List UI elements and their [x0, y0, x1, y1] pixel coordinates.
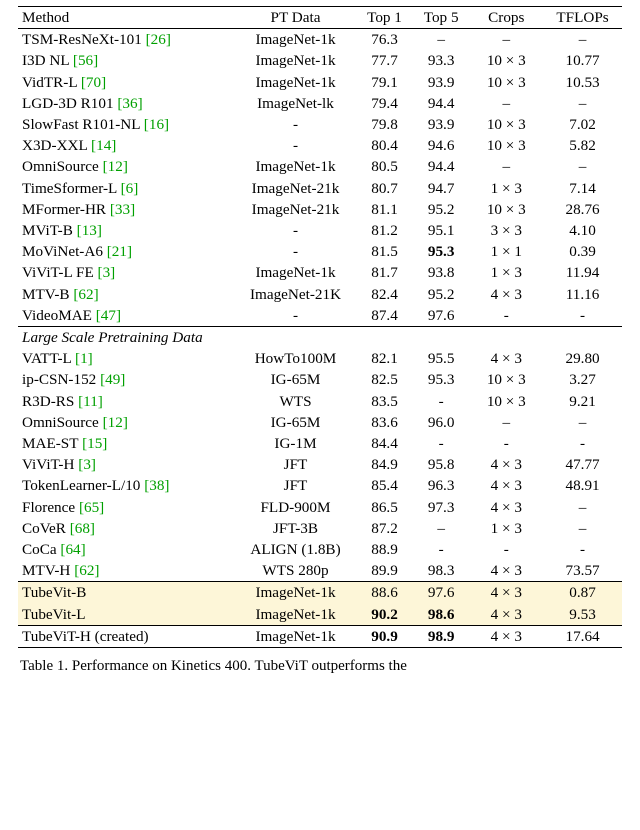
- cell-tflops: 3.27: [569, 371, 596, 389]
- cell-top5: –: [437, 31, 445, 49]
- cell-pt-data: IG-65M: [270, 371, 321, 389]
- cell-tflops: 5.82: [569, 137, 596, 155]
- method-name: TSM-ResNeXt-101: [22, 31, 142, 49]
- table-row: [18, 433, 622, 454]
- cell-method: [18, 305, 235, 327]
- cell-tflops: -: [580, 306, 586, 324]
- cell-tflops: 0.39: [569, 243, 596, 261]
- cell-top1: 80.7: [371, 179, 398, 197]
- cell-tflops: 48.91: [565, 477, 600, 495]
- cell-crops: 4 × 3: [490, 627, 522, 645]
- cell-crops: –: [502, 94, 511, 112]
- cell-top5: -: [438, 541, 444, 559]
- table-row: [18, 412, 622, 433]
- method-name: TokenLearner-L/10: [22, 477, 141, 495]
- cell-pt-data: IG-65M: [270, 413, 321, 431]
- table-row: [18, 497, 622, 518]
- cell-pt-data: ImageNet-1k: [235, 582, 356, 603]
- cell-tflops: –: [578, 413, 587, 431]
- cell-crops: 4 × 3: [490, 350, 522, 368]
- citation-link[interactable]: [12]: [98, 158, 128, 176]
- cell-top1: 86.5: [371, 498, 398, 516]
- cell-pt-data: -: [292, 243, 299, 261]
- cell-method: [18, 604, 235, 626]
- cell-method: [18, 156, 235, 177]
- cell-pt-data: JFT: [283, 477, 308, 495]
- cell-crops: 4 × 3: [469, 604, 543, 626]
- method-name: VideoMAE: [22, 306, 92, 324]
- citation-link[interactable]: [16]: [140, 116, 170, 134]
- cell-pt-data: ImageNet-1k: [255, 264, 336, 282]
- cell-top1: 81.5: [371, 243, 398, 261]
- cell-method: [18, 220, 235, 241]
- cell-top5: 95.2: [427, 200, 455, 218]
- cell-pt-data: WTS 280p: [262, 562, 329, 580]
- cell-pt-data: WTS: [279, 392, 312, 410]
- method-name: ViViT-H: [22, 456, 75, 474]
- cell-method: [18, 199, 235, 220]
- cell-top1: 90.2: [356, 604, 413, 626]
- cell-top5: 93.8: [427, 264, 455, 282]
- method-name: VATT-L: [22, 350, 72, 368]
- cell-pt-data: -: [292, 222, 299, 240]
- citation-link[interactable]: [3]: [74, 456, 96, 474]
- cell-method: [18, 50, 235, 71]
- table-row: [18, 560, 622, 582]
- cell-crops: 1 × 3: [490, 264, 522, 282]
- table-row: [18, 29, 622, 50]
- cell-top5: 97.3: [427, 498, 455, 516]
- cell-top5: 98.9: [427, 627, 455, 645]
- cell-pt-data: -: [292, 306, 299, 324]
- citation-link[interactable]: [47]: [91, 306, 122, 324]
- cell-method: [18, 241, 235, 262]
- table-row: [18, 199, 622, 220]
- cell-tflops: 28.76: [565, 200, 600, 218]
- cell-top1: 82.1: [371, 350, 398, 368]
- cell-pt-data: ImageNet-1k: [255, 627, 336, 645]
- header-top5: Top 5: [423, 9, 459, 26]
- method-name: TubeViT-H (created): [22, 627, 149, 645]
- table-row: [18, 241, 622, 262]
- cell-top1: 82.5: [371, 371, 398, 389]
- citation-link[interactable]: [56]: [69, 52, 99, 70]
- method-name: VidTR-L: [22, 73, 78, 91]
- table-row: [18, 454, 622, 475]
- cell-pt-data: ImageNet-1k: [255, 52, 336, 70]
- cell-crops: 1 × 3: [490, 519, 522, 537]
- table-body-main: [18, 29, 622, 648]
- cell-crops: 3 × 3: [490, 222, 522, 240]
- method-name: Florence: [22, 498, 76, 516]
- method-name: MTV-B: [22, 285, 70, 303]
- cell-method: [18, 539, 235, 560]
- method-name: TubeVit-L: [22, 605, 86, 623]
- citation-link[interactable]: [64]: [56, 541, 86, 559]
- cell-tflops: 17.64: [565, 627, 600, 645]
- table-row: [18, 135, 622, 156]
- cell-top1: 77.7: [371, 52, 398, 70]
- cell-top1: 87.4: [371, 306, 398, 324]
- cell-top5: -: [438, 435, 444, 453]
- cell-top5: 98.6: [413, 604, 470, 626]
- citation-link[interactable]: [21]: [102, 243, 133, 261]
- table-row: [18, 604, 622, 626]
- cell-method: [18, 412, 235, 433]
- method-name: MoViNet-A6: [22, 243, 103, 261]
- cell-tflops: 73.57: [565, 562, 600, 580]
- citation-link[interactable]: [49]: [96, 371, 126, 389]
- table-row: [18, 262, 622, 283]
- cell-top1: 80.4: [371, 137, 398, 155]
- cell-pt-data: ALIGN (1.8B): [250, 541, 341, 559]
- cell-method: [18, 433, 235, 454]
- cell-top5: 95.2: [427, 285, 455, 303]
- table-row: [18, 114, 622, 135]
- table-row: [18, 178, 622, 199]
- cell-method: [18, 348, 235, 369]
- citation-link[interactable]: [33]: [106, 200, 136, 218]
- cell-method: [18, 178, 235, 199]
- cell-pt-data: ImageNet-1k: [235, 604, 356, 626]
- cell-top5: 97.6: [413, 582, 470, 603]
- cell-crops: 10 × 3: [486, 52, 526, 70]
- cell-crops: –: [502, 31, 511, 49]
- cell-pt-data: ImageNet-21k: [251, 200, 340, 218]
- cell-top5: 93.9: [427, 73, 455, 91]
- cell-tflops: 4.10: [569, 222, 596, 240]
- cell-tflops: 47.77: [565, 456, 600, 474]
- citation-link[interactable]: [6]: [116, 179, 139, 197]
- cell-tflops: –: [578, 519, 587, 537]
- cell-tflops: 7.02: [569, 116, 596, 134]
- cell-pt-data: HowTo100M: [254, 350, 337, 368]
- cell-top1: 76.3: [371, 31, 398, 49]
- cell-method: [18, 391, 235, 412]
- cell-top5: 93.3: [427, 52, 455, 70]
- cell-tflops: 9.21: [569, 392, 596, 410]
- cell-pt-data: ImageNet-21k: [251, 179, 340, 197]
- cell-top1: 84.4: [371, 435, 398, 453]
- table-row: [18, 475, 622, 496]
- cell-method: [18, 560, 235, 582]
- cell-top1: 90.9: [371, 627, 398, 645]
- cell-method: [18, 626, 235, 648]
- method-name: CoVeR: [22, 519, 66, 537]
- cell-crops: 4 × 3: [490, 477, 522, 495]
- table-row: [18, 305, 622, 327]
- method-name: MTV-H: [22, 562, 71, 580]
- cell-top5: 96.0: [427, 413, 455, 431]
- citation-link[interactable]: [36]: [113, 94, 143, 112]
- table-row: [18, 369, 622, 390]
- cell-pt-data: ImageNet-21K: [249, 285, 342, 303]
- cell-tflops: 29.80: [565, 350, 600, 368]
- cell-pt-data: FLD-900M: [260, 498, 331, 516]
- cell-method: [18, 262, 235, 283]
- cell-top1: 79.4: [371, 94, 398, 112]
- cell-crops: 10 × 3: [486, 73, 526, 91]
- cell-pt-data: -: [292, 137, 299, 155]
- cell-top1: 80.5: [371, 158, 398, 176]
- cell-crops: –: [502, 158, 511, 176]
- cell-crops: 10 × 3: [486, 392, 526, 410]
- cell-pt-data: ImageNet-1k: [255, 73, 336, 91]
- cell-pt-data: ImageNet-lk: [257, 94, 334, 112]
- cell-top5: 94.6: [427, 137, 455, 155]
- citation-link[interactable]: [65]: [75, 498, 105, 516]
- table-row: [18, 93, 622, 114]
- method-name: TubeVit-B: [22, 584, 87, 602]
- cell-top5: 95.8: [427, 456, 455, 474]
- method-name: MAE-ST: [22, 435, 79, 453]
- cell-top1: 88.6: [356, 582, 413, 603]
- table-row: [18, 220, 622, 241]
- cell-top1: 79.8: [371, 116, 398, 134]
- method-name: ip-CSN-152: [22, 371, 97, 389]
- cell-top1: 83.6: [371, 413, 398, 431]
- cell-method: [18, 114, 235, 135]
- header-method: Method: [22, 9, 70, 26]
- table-row: [18, 391, 622, 412]
- cell-top1: 89.9: [371, 562, 398, 580]
- cell-tflops: –: [578, 498, 587, 516]
- citation-link[interactable]: [1]: [71, 350, 93, 368]
- citation-link[interactable]: [68]: [65, 519, 95, 537]
- citation-link[interactable]: [12]: [98, 413, 128, 431]
- cell-method: [18, 475, 235, 496]
- header-tflops: TFLOPs: [556, 9, 609, 26]
- header-crops: Crops: [488, 9, 525, 26]
- cell-pt-data: ImageNet-1k: [255, 158, 336, 176]
- section-label: Large Scale Pretraining Data: [22, 329, 203, 347]
- cell-crops: 1 × 3: [490, 179, 522, 197]
- cell-method: [18, 29, 235, 50]
- cell-pt-data: JFT-3B: [272, 519, 319, 537]
- cell-top1: 79.1: [371, 73, 398, 91]
- cell-crops: –: [502, 413, 511, 431]
- cell-top1: 83.5: [371, 392, 398, 410]
- header-row: [18, 7, 622, 29]
- cell-crops: 10 × 3: [486, 116, 526, 134]
- cell-method: [18, 497, 235, 518]
- cell-top5: 94.4: [427, 94, 455, 112]
- table-caption: Table 1. Performance on Kinetics 400. TubeViT outperforms the: [20, 658, 407, 675]
- rule-cell: [18, 648, 622, 649]
- cell-tflops: 11.94: [565, 264, 600, 282]
- cell-top1: 81.7: [371, 264, 398, 282]
- cell-crops: -: [503, 306, 509, 324]
- table-row: [18, 72, 622, 93]
- cell-crops: 4 × 3: [490, 562, 522, 580]
- cell-crops: 4 × 3: [469, 582, 543, 603]
- cell-pt-data: IG-1M: [274, 435, 317, 453]
- cell-method: [18, 72, 235, 93]
- cell-method: [18, 93, 235, 114]
- cell-top5: 93.9: [427, 116, 455, 134]
- cell-top5: -: [438, 392, 444, 410]
- cell-top5: –: [437, 519, 445, 537]
- citation-link[interactable]: [11]: [74, 392, 103, 410]
- cell-top5: 94.4: [427, 158, 455, 176]
- table-row: [18, 348, 622, 369]
- table-row: [18, 582, 622, 603]
- header-top1: Top 1: [367, 9, 402, 26]
- cell-top5: 97.6: [427, 306, 455, 324]
- performance-table: [18, 6, 622, 648]
- cell-crops: 10 × 3: [486, 137, 526, 155]
- cell-pt-data: ImageNet-1k: [255, 31, 336, 49]
- cell-top5: 98.3: [427, 562, 455, 580]
- cell-tflops: 10.53: [565, 73, 600, 91]
- cell-crops: 4 × 3: [490, 456, 522, 474]
- method-name: MViT-B: [22, 222, 73, 240]
- citation-link[interactable]: [3]: [93, 264, 116, 282]
- cell-top5: 95.5: [427, 350, 455, 368]
- method-name: ViViT-L FE: [22, 264, 94, 282]
- cell-tflops: -: [580, 541, 586, 559]
- cell-method: [18, 582, 235, 603]
- table-row: [18, 156, 622, 177]
- rule-bottom: [18, 648, 622, 649]
- cell-crops: 1 × 1: [490, 243, 522, 261]
- cell-top1: 88.9: [371, 541, 398, 559]
- cell-method: [18, 369, 235, 390]
- cell-tflops: 10.77: [565, 52, 600, 70]
- method-name: SlowFast R101-NL: [22, 116, 140, 134]
- table-head: [18, 7, 622, 30]
- cell-top1: 82.4: [371, 285, 398, 303]
- cell-tflops: 7.14: [569, 179, 596, 197]
- cell-tflops: 9.53: [543, 604, 622, 626]
- citation-link[interactable]: [62]: [69, 285, 99, 303]
- cell-top5: 95.3: [427, 243, 455, 261]
- table-row: [18, 50, 622, 71]
- citation-link[interactable]: [15]: [78, 435, 108, 453]
- cell-method: [18, 518, 235, 539]
- method-name: X3D-XXL: [22, 137, 88, 155]
- cell-pt-data: -: [292, 116, 299, 134]
- cell-top5: 96.3: [427, 477, 455, 495]
- method-name: I3D NL: [22, 52, 70, 70]
- table-row: [18, 284, 622, 305]
- cell-top1: 87.2: [371, 519, 398, 537]
- cell-tflops: –: [578, 158, 587, 176]
- cell-tflops: -: [580, 435, 586, 453]
- section-label-row: [18, 327, 622, 348]
- method-name: R3D-RS: [22, 392, 75, 410]
- table-row: [18, 626, 622, 648]
- citation-link[interactable]: [14]: [87, 137, 117, 155]
- cell-crops: -: [503, 435, 509, 453]
- cell-tflops: –: [578, 31, 587, 49]
- cell-top1: 81.1: [371, 200, 398, 218]
- cell-method: [18, 284, 235, 305]
- cell-crops: 4 × 3: [490, 285, 522, 303]
- method-name: LGD-3D R101: [22, 94, 114, 112]
- method-name: MFormer-HR: [22, 200, 107, 218]
- cell-top1: 85.4: [371, 477, 398, 495]
- citation-link[interactable]: [13]: [72, 222, 102, 240]
- cell-crops: -: [503, 541, 509, 559]
- method-name: CoCa: [22, 541, 57, 559]
- citation-link[interactable]: [62]: [70, 562, 100, 580]
- cell-crops: 10 × 3: [486, 371, 526, 389]
- cell-top5: 94.7: [427, 179, 455, 197]
- header-pt-data: PT Data: [270, 9, 321, 26]
- cell-top5: 95.3: [427, 371, 455, 389]
- cell-tflops: –: [578, 94, 587, 112]
- method-name: OmniSource: [22, 158, 99, 176]
- table-row: [18, 518, 622, 539]
- cell-method: [18, 454, 235, 475]
- citation-link[interactable]: [26]: [141, 31, 171, 49]
- cell-top1: 81.2: [371, 222, 398, 240]
- citation-link[interactable]: [70]: [77, 73, 107, 91]
- cell-tflops: 0.87: [543, 582, 622, 603]
- cell-crops: 4 × 3: [490, 498, 522, 516]
- citation-link[interactable]: [38]: [140, 477, 170, 495]
- cell-method: [18, 135, 235, 156]
- cell-top1: 84.9: [371, 456, 398, 474]
- cell-crops: 10 × 3: [486, 200, 526, 218]
- method-name: OmniSource: [22, 413, 99, 431]
- cell-top5: 95.1: [427, 222, 455, 240]
- method-name: TimeSformer-L: [22, 179, 117, 197]
- cell-pt-data: JFT: [283, 456, 308, 474]
- table-row: [18, 539, 622, 560]
- cell-tflops: 11.16: [565, 285, 600, 303]
